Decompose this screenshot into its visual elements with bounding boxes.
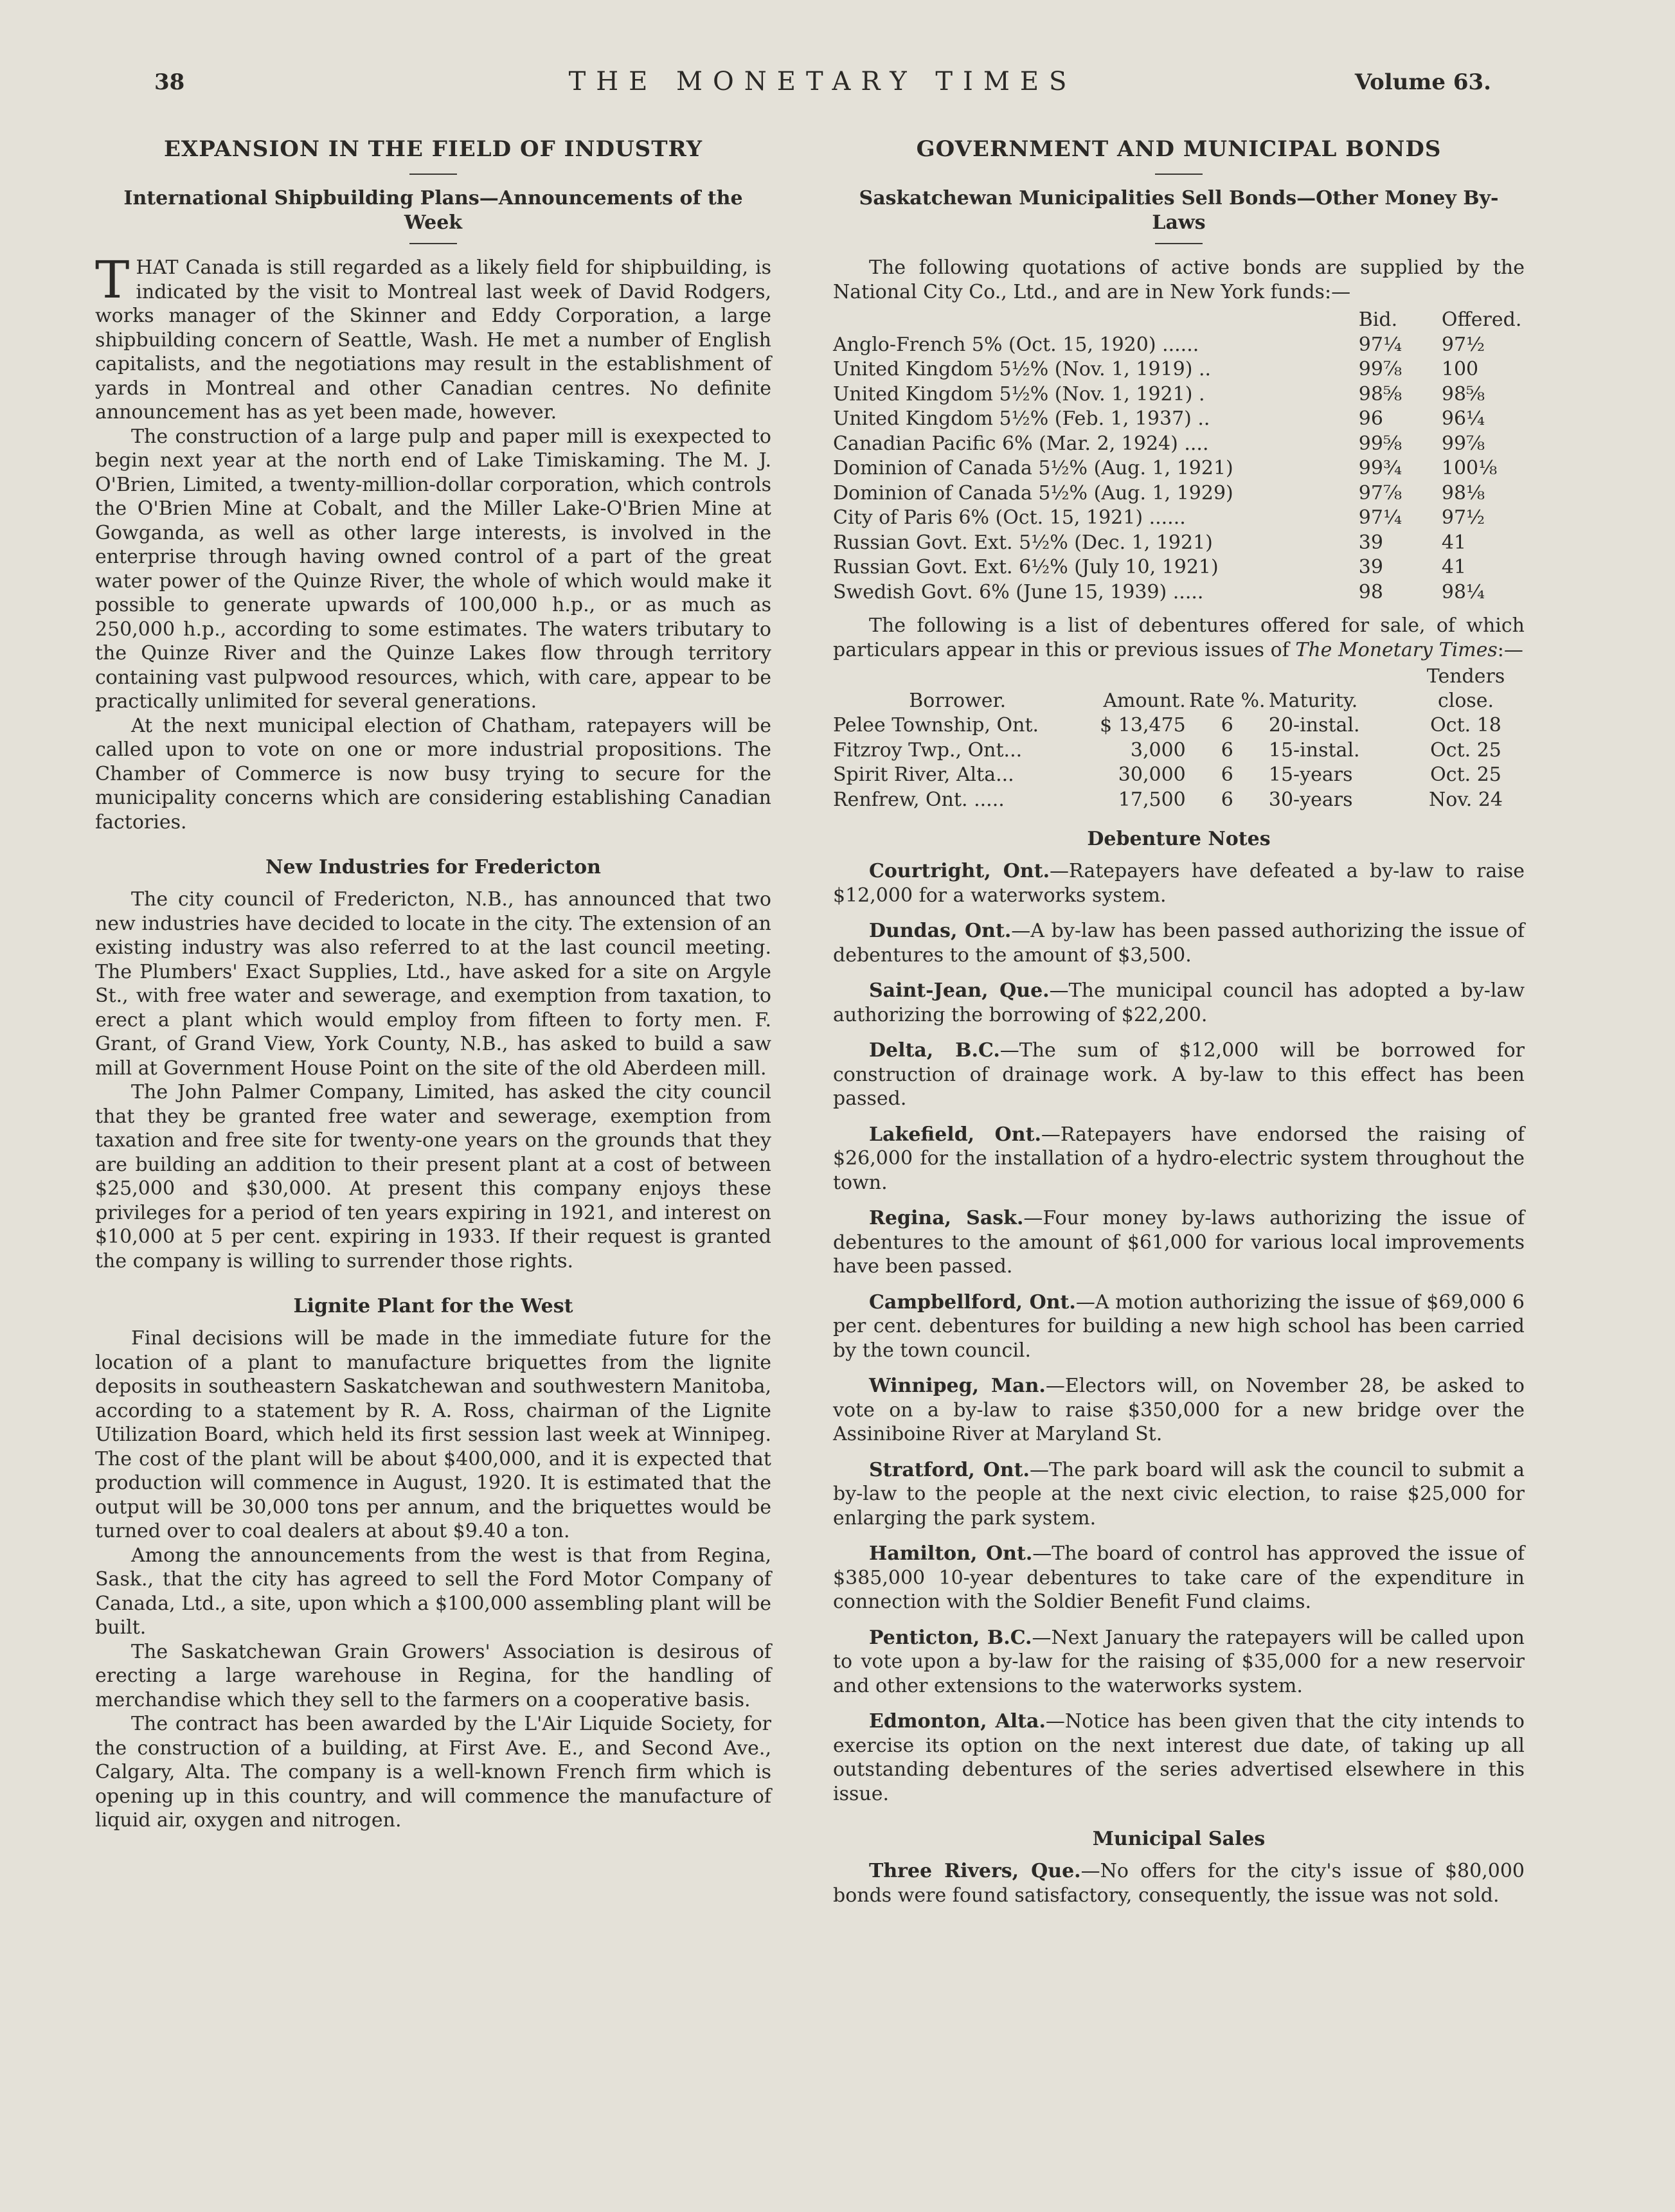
table-row — [833, 788, 1525, 813]
bond-name: United Kingdom 5½% (Nov. 1, 1921) . — [833, 382, 1205, 406]
bid-price: 97⅞ — [1358, 481, 1402, 504]
table-row — [833, 738, 1525, 763]
offered-price: 98¼ — [1441, 580, 1485, 603]
bid-price: 99¾ — [1358, 457, 1402, 479]
column-header-tenders — [1407, 664, 1525, 713]
amount-cell: $ 13,475 — [1100, 714, 1186, 736]
offered-price: 41 — [1441, 531, 1467, 554]
rate-cell: 6 — [1221, 763, 1233, 786]
subheading: Municipal Sales — [1092, 1828, 1266, 1850]
paragraph: The Saskatchewan Grain Growers' Association is desirous of erecting a large warehouse in Regina, for the handling of merchandise which they sell to the farmers on a cooperative basis. — [95, 1640, 771, 1711]
paragraph: Final decisions will be made in the immediate future for the location of a plant to manufacture briquettes from the lignite deposits in southeastern Saskatchewan and southwestern Manitoba, according to a statement by R. A. Ross, chairman of the Lignite Utilization Board, which held its first session last week at Winnipeg. The cost of the plant will be about $400,000, and it is expected that production will commence in August, 1920. It is estimated that the output will be 30,000 tons per annum, and the briquettes would be turned over to coal dealers at about $9.40 a ton. — [95, 1327, 771, 1542]
header-line: Tenders — [1426, 665, 1505, 688]
table-row — [833, 555, 1525, 580]
tenders-close-cell: Nov. 24 — [1429, 788, 1503, 811]
borrower-cell: Pelee Township, Ont. — [833, 714, 1039, 736]
note-item — [833, 1626, 1525, 1699]
rate-cell: 6 — [1221, 714, 1233, 736]
note-text: —The board of control has approved the issue of $385,000 10-year debentures to take care of the expenditure in connection with the Soldier Benefit Fund claims. — [833, 1542, 1525, 1613]
column-header-amount: Amount. — [1103, 690, 1186, 712]
paragraph-text: The following is a list of debentures offered for sale, of which particulars appear in this or previous issues of — [833, 614, 1525, 661]
note-place: Penticton, B.C. — [869, 1626, 1032, 1649]
note-item — [833, 979, 1525, 1027]
note-item — [833, 1123, 1525, 1195]
note-place: Lakefield, Ont. — [869, 1123, 1041, 1146]
note-item — [833, 1374, 1525, 1447]
table-row — [833, 481, 1525, 506]
note-text: —Ratepayers have endorsed the raising of $26,000 for the installation of a hydro-electric system throughout the town. — [833, 1123, 1525, 1194]
maturity-cell: 15-instal. — [1268, 738, 1360, 762]
amount-cell: 30,000 — [1118, 763, 1186, 786]
note-place: Winnipeg, Man. — [869, 1375, 1046, 1397]
bid-price: 39 — [1358, 531, 1383, 554]
borrower-cell: Spirit River, Alta... — [833, 763, 1014, 786]
bond-name: Swedish Govt. 6% (June 15, 1939) ..... — [833, 580, 1204, 603]
note-text: —The sum of $12,000 will be borrowed for construction of drainage work. A by-law to this effect has been passed. — [833, 1039, 1525, 1110]
header-line: close. — [1437, 690, 1494, 712]
table-row — [833, 407, 1525, 432]
table-row — [833, 333, 1525, 358]
tenders-close-cell: Oct. 25 — [1430, 738, 1501, 762]
page-number: 38 — [154, 69, 185, 95]
table-row — [833, 456, 1525, 481]
note-place: Campbellford, Ont. — [869, 1290, 1076, 1314]
maturity-cell: 30-years — [1268, 788, 1353, 811]
note-place: Three Rivers, Que. — [869, 1860, 1081, 1882]
section-subtitle: Saskatchewan Municipalities Sell Bonds—Other Money By-Laws — [859, 187, 1499, 234]
right-column — [833, 129, 1525, 1919]
note-item — [833, 1859, 1525, 1907]
column-header — [833, 308, 1359, 333]
note-text: —Ratepayers have defeated a by-law to raise $12,000 for a waterworks system. — [833, 860, 1525, 907]
bid-price: 98⅝ — [1358, 382, 1402, 406]
column-header-borrower: Borrower. — [909, 690, 1007, 712]
maturity-cell: 20-instal. — [1268, 714, 1360, 736]
subheading: Debenture Notes — [1087, 828, 1271, 850]
paragraph — [833, 614, 1525, 662]
note-text: —A by-law has been passed authorizing the issue of debentures to the amount of $3,500. — [833, 920, 1525, 967]
note-place: Saint-Jean, Que. — [869, 979, 1050, 1002]
paragraph: The following quotations of active bonds are supplied by the National City Co., Ltd., and are in New York funds:— — [833, 256, 1525, 303]
paragraph: At the next municipal election of Chatham, ratepayers will be called upon to vote on one or more industrial propositions. The Chamber of Commerce is now busy trying to secure for the municipality concerns which are considering establishing Canadian factories. — [95, 714, 771, 834]
bond-name: Anglo-French 5% (Oct. 15, 1920) ...... — [833, 333, 1199, 356]
note-place: Hamilton, Ont. — [869, 1542, 1033, 1565]
subheading: New Industries for Fredericton — [265, 856, 601, 879]
offered-price: 100 — [1441, 358, 1479, 380]
bid-price: 97¼ — [1358, 333, 1402, 356]
amount-cell: 17,500 — [1118, 788, 1186, 811]
bond-name: City of Paris 6% (Oct. 15, 1921) ...... — [833, 506, 1186, 529]
masthead: THE MONETARY TIMES — [568, 67, 1077, 96]
bond-name: Canadian Pacific 6% (Mar. 2, 1924) .... — [833, 432, 1209, 455]
note-item — [833, 1039, 1525, 1111]
borrower-cell: Fitzroy Twp., Ont... — [833, 738, 1023, 762]
paragraph: The contract has been awarded by the L'Air Liquide Society, for the construction of a building, at First Ave. E., and Second Ave., Calgary, Alta. The company is a well-known French firm which is opening up in this country, and will commence the manufacture of liquid air, oxygen and nitrogen. — [95, 1713, 771, 1832]
section-subtitle: International Shipbuilding Plans—Announcements of the Week — [123, 187, 743, 234]
note-place: Stratford, Ont. — [869, 1458, 1030, 1481]
section-title: EXPANSION IN THE FIELD OF INDUSTRY — [163, 136, 703, 162]
note-text: —Four money by-laws authorizing the issue of debentures to the amount of $61,000 for various local improvements have been passed. — [833, 1207, 1525, 1278]
table-row — [833, 382, 1525, 407]
table-row — [833, 357, 1525, 382]
offered-price: 100⅛ — [1441, 457, 1498, 479]
offered-price: 41 — [1441, 556, 1467, 578]
note-text: —Electors will, on November 28, be asked to vote on a by-law to raise $350,000 for a new bridge over the Assiniboine River at Maryland St. — [833, 1375, 1525, 1445]
drop-cap: T — [95, 250, 130, 310]
bid-price: 98 — [1358, 580, 1383, 603]
note-place: Delta, B.C. — [869, 1039, 1000, 1062]
tenders-close-cell: Oct. 25 — [1430, 763, 1501, 786]
divider — [1155, 243, 1203, 244]
bond-name: United Kingdom 5½% (Feb. 1, 1937) .. — [833, 407, 1210, 430]
table-row — [833, 580, 1525, 605]
note-text: —No offers for the city's issue of $80,000 bonds were found satisfactory, consequently, the issue was not sold. — [833, 1860, 1525, 1907]
tenders-close-cell: Oct. 18 — [1430, 714, 1501, 736]
debentures-table — [833, 664, 1525, 812]
debenture-notes — [833, 859, 1525, 1806]
note-place: Courtright, Ont. — [869, 860, 1050, 882]
table-row — [833, 713, 1525, 738]
borrower-cell: Renfrew, Ont. ..... — [833, 788, 1005, 811]
paragraph-text: :— — [1497, 638, 1523, 661]
paragraph — [95, 250, 771, 425]
bid-price: 97¼ — [1358, 506, 1402, 529]
paragraph: The construction of a large pulp and paper mill is exexpected to begin next year at the north end of Lake Timiskaming. The M. J. O'Brien, Limited, a twenty-million-dollar corporation, which controls the O'Brien Mine at Cobalt, and the Miller Lake-O'Brien Mine at Gowganda, as well as other large interests, is involved in the enterprise through having owned control of a part of the great water power of the Quinze River, the whole of which would make it possible to generate upwards of 100,000 h.p., or as much as 250,000 h.p., according to some estimates. The waters tributary to the Quinze River and the Quinze Lakes flow through territory containing vast pulpwood resources, which, with care, appear to be practically unlimited for several generations. — [95, 425, 771, 713]
note-text: —The park board will ask the council to submit a by-law to the people at the next civic election, to raise $25,000 for enlarging the park system. — [833, 1458, 1525, 1530]
offered-price: 98⅝ — [1441, 382, 1485, 406]
maturity-cell: 15-years — [1268, 763, 1353, 786]
column-header-maturity: Maturity. — [1268, 690, 1358, 712]
note-text: —Next January the ratepayers will be called upon to vote upon a by-law for the raising of $35,000 for a new reservoir and other extensions to the waterworks system. — [833, 1626, 1525, 1697]
bid-price: 99⅞ — [1358, 358, 1402, 380]
bid-price: 39 — [1358, 556, 1383, 578]
column-header-bid: Bid. — [1358, 308, 1398, 331]
bond-name: Russian Govt. Ext. 5½% (Dec. 1, 1921) — [833, 531, 1213, 554]
bond-quotations-table — [833, 308, 1525, 605]
section-title: GOVERNMENT AND MUNICIPAL BONDS — [916, 136, 1442, 162]
table-header-row — [833, 664, 1525, 713]
note-item — [833, 1709, 1525, 1806]
bond-name: Russian Govt. Ext. 6½% (July 10, 1921) — [833, 556, 1219, 578]
offered-price: 98⅛ — [1441, 481, 1485, 504]
running-header — [154, 64, 1491, 103]
offered-price: 97½ — [1441, 333, 1485, 356]
note-text: —Notice has been given that the city intends to exercise its option on the next interest due date, of taking up all outstanding debentures of the series advertised elsewhere in this issue. — [833, 1710, 1525, 1805]
note-place: Regina, Sask. — [869, 1207, 1024, 1229]
subheading: Lignite Plant for the West — [293, 1295, 573, 1317]
note-item — [833, 1542, 1525, 1614]
left-column — [95, 129, 771, 1833]
note-text: —The municipal council has adopted a by-law authorizing the borrowing of $22,200. — [833, 979, 1525, 1026]
bond-name: Dominion of Canada 5½% (Aug. 1, 1921) — [833, 457, 1233, 479]
offered-price: 96¼ — [1441, 407, 1485, 430]
paragraph: The John Palmer Company, Limited, has asked the city council that they be granted free water and sewerage, exemption from taxation and free site for twenty-one years on the grounds that they are building an addition to their present plant at a cost of between $25,000 and $30,000. At present this company enjoys these privileges for a period of ten years expiring in 1921, and interest on $10,000 at 5 per cent. expiring in 1933. If their request is granted the company is willing to surrender those rights. — [95, 1081, 771, 1272]
note-item — [833, 919, 1525, 967]
note-place: Edmonton, Alta. — [869, 1710, 1046, 1733]
table-row — [833, 763, 1525, 788]
publication-name: The Monetary Times — [1295, 638, 1498, 661]
note-text: —A motion authorizing the issue of $69,000 6 per cent. debentures for building a new high school has been carried by the town council. — [833, 1290, 1525, 1362]
volume-label: Volume 63. — [1354, 69, 1491, 95]
note-item — [833, 1290, 1525, 1363]
divider — [409, 174, 457, 175]
table-row — [833, 432, 1525, 457]
rate-cell: 6 — [1221, 738, 1233, 762]
divider — [409, 243, 457, 244]
paragraph-text: HAT Canada is still regarded as a likely field for shipbuilding, is indicated by the visit to Montreal last week of David Rodgers, works manager of the Skinner and Eddy Corporation, a large shipbuilding concern of Seattle, Wash. He met a number of English capitalists, and the negotiations may result in the establishment of yards in Montreal and other Canadian centres. No definite announcement has as yet been made, however. — [95, 256, 771, 424]
table-header-row — [833, 308, 1525, 333]
municipal-sales — [833, 1859, 1525, 1907]
note-item — [833, 859, 1525, 907]
note-item — [833, 1458, 1525, 1531]
amount-cell: 3,000 — [1130, 738, 1186, 762]
bond-name: Dominion of Canada 5½% (Aug. 1, 1929) — [833, 481, 1233, 504]
offered-price: 97½ — [1441, 506, 1485, 529]
paragraph: The city council of Fredericton, N.B., has announced that two new industries have decided to locate in the city. The extension of an existing industry was also referred to at the last council meeting. The Plumbers' Exact Supplies, Ltd., have asked for a site on Argyle St., with free water and sewerage, and exemption from taxation, to erect a plant which would employ from fifteen to forty men. F. Grant, of Grand View, York County, N.B., has asked to build a saw mill at Government House Point on the site of the old Aberdeen mill. — [95, 888, 771, 1080]
note-place: Dundas, Ont. — [869, 920, 1012, 942]
bid-price: 96 — [1358, 407, 1383, 430]
bid-price: 99⅝ — [1358, 432, 1402, 455]
column-header-rate: Rate %. — [1189, 690, 1266, 712]
table-row — [833, 506, 1525, 531]
offered-price: 99⅞ — [1441, 432, 1485, 455]
paragraph: Among the announcements from the west is that from Regina, Sask., that the city has agreed to sell the Ford Motor Company of Canada, Ltd., a site, upon which a $100,000 assembling plant will be built. — [95, 1544, 771, 1639]
bond-name: United Kingdom 5½% (Nov. 1, 1919) .. — [833, 358, 1212, 380]
divider — [1155, 174, 1203, 175]
table-row — [833, 531, 1525, 556]
rate-cell: 6 — [1221, 788, 1233, 811]
note-item — [833, 1206, 1525, 1279]
column-header-offered: Offered. — [1441, 308, 1522, 331]
